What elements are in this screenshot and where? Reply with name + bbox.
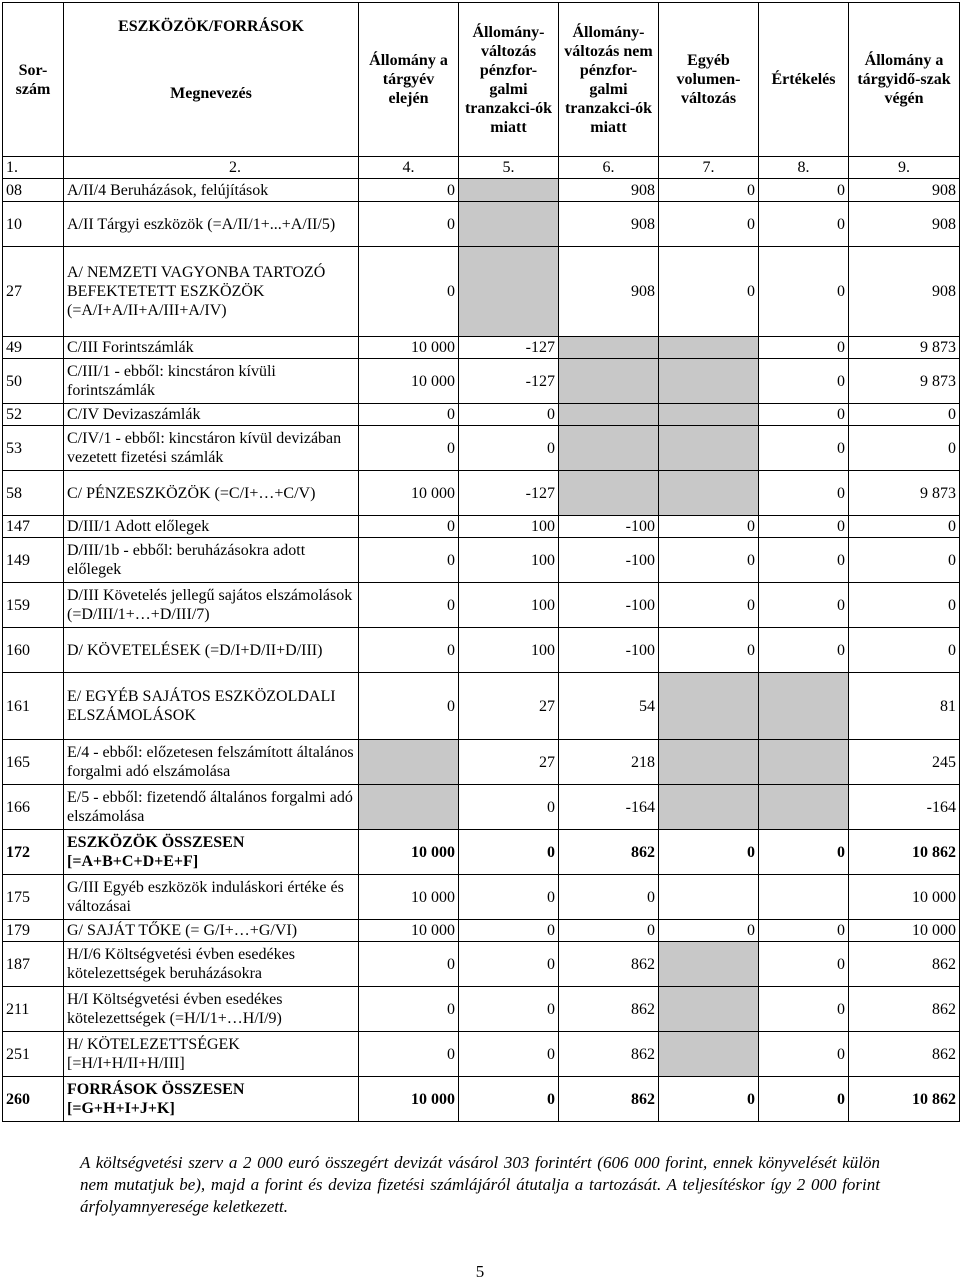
row-description: D/III Követelés jellegű sajátos elszámolások (=D/III/1+…+D/III/7) — [64, 583, 359, 628]
cell-nem-penzforgalmi — [559, 426, 659, 471]
cell-ertekeles: 0 — [759, 920, 849, 942]
header-megnevezes: Megnevezés — [170, 85, 252, 102]
header-col-vegen: Állomány a tárgyidő-szak végén — [849, 3, 960, 157]
row-code: 58 — [3, 471, 64, 516]
row-description: C/IV Devizaszámlák — [64, 404, 359, 426]
cell-penzforgalmi: 0 — [459, 404, 559, 426]
cell-penzforgalmi — [459, 247, 559, 337]
cell-elejen: 0 — [359, 538, 459, 583]
header-col-elejen: Állomány a tárgyév elején — [359, 3, 459, 157]
cell-elejen: 0 — [359, 628, 459, 673]
cell-vegen: 0 — [849, 404, 960, 426]
cell-penzforgalmi: 0 — [459, 920, 559, 942]
colnum-9: 9. — [849, 157, 960, 179]
cell-ertekeles — [759, 740, 849, 785]
cell-egyeb — [659, 471, 759, 516]
table-row — [3, 538, 960, 583]
cell-egyeb — [659, 942, 759, 987]
cell-nem-penzforgalmi: -164 — [559, 785, 659, 830]
header-col-penzforgalmi: Állomány-változás pénzfor-galmi tranzakci-ók miatt — [459, 3, 559, 157]
row-code: 50 — [3, 359, 64, 404]
cell-nem-penzforgalmi: 908 — [559, 247, 659, 337]
cell-egyeb — [659, 359, 759, 404]
cell-nem-penzforgalmi: 862 — [559, 1032, 659, 1077]
cell-penzforgalmi: 0 — [459, 942, 559, 987]
table-row — [3, 247, 960, 337]
row-code: 161 — [3, 673, 64, 740]
cell-penzforgalmi: 27 — [459, 740, 559, 785]
cell-vegen: 0 — [849, 516, 960, 538]
row-code: 147 — [3, 516, 64, 538]
cell-ertekeles: 0 — [759, 516, 849, 538]
row-description: A/II Tárgyi eszközök (=A/II/1+...+A/II/5) — [64, 202, 359, 247]
cell-ertekeles: 0 — [759, 538, 849, 583]
row-code: 211 — [3, 987, 64, 1032]
cell-egyeb — [659, 426, 759, 471]
cell-egyeb: 0 — [659, 538, 759, 583]
row-description: G/ SAJÁT TŐKE (= G/I+…+G/VI) — [64, 920, 359, 942]
cell-egyeb — [659, 987, 759, 1032]
header-sorszam: Sor- szám — [3, 3, 64, 157]
row-description: C/IV/1 - ebből: kincstáron kívül devizában vezetett fizetési számlák — [64, 426, 359, 471]
cell-ertekeles: 0 — [759, 583, 849, 628]
cell-penzforgalmi — [459, 202, 559, 247]
cell-nem-penzforgalmi: 54 — [559, 673, 659, 740]
table-row — [3, 740, 960, 785]
cell-elejen: 0 — [359, 673, 459, 740]
cell-egyeb: 0 — [659, 247, 759, 337]
cell-nem-penzforgalmi: 862 — [559, 1077, 659, 1122]
cell-elejen: 0 — [359, 516, 459, 538]
cell-ertekeles — [759, 785, 849, 830]
cell-ertekeles: 0 — [759, 179, 849, 202]
cell-nem-penzforgalmi: -100 — [559, 516, 659, 538]
table-row — [3, 942, 960, 987]
cell-vegen: 10 862 — [849, 1077, 960, 1122]
cell-elejen — [359, 785, 459, 830]
row-code: 251 — [3, 1032, 64, 1077]
table-row — [3, 583, 960, 628]
cell-vegen: 81 — [849, 673, 960, 740]
cell-ertekeles: 0 — [759, 247, 849, 337]
cell-elejen: 0 — [359, 987, 459, 1032]
cell-vegen: 9 873 — [849, 359, 960, 404]
cell-ertekeles: 0 — [759, 359, 849, 404]
row-code: 52 — [3, 404, 64, 426]
cell-vegen: 10 000 — [849, 920, 960, 942]
row-code: 175 — [3, 875, 64, 920]
cell-elejen: 0 — [359, 1032, 459, 1077]
row-code: 53 — [3, 426, 64, 471]
cell-penzforgalmi: 100 — [459, 538, 559, 583]
row-code: 165 — [3, 740, 64, 785]
cell-vegen: 10 000 — [849, 875, 960, 920]
row-description: C/ PÉNZESZKÖZÖK (=C/I+…+C/V) — [64, 471, 359, 516]
row-description: E/4 - ebből: előzetesen felszámított általános forgalmi adó elszámolása — [64, 740, 359, 785]
row-description: C/III Forintszámlák — [64, 337, 359, 359]
cell-penzforgalmi — [459, 179, 559, 202]
cell-nem-penzforgalmi: -100 — [559, 628, 659, 673]
cell-ertekeles: 0 — [759, 987, 849, 1032]
cell-elejen: 10 000 — [359, 337, 459, 359]
cell-elejen: 0 — [359, 426, 459, 471]
cell-egyeb — [659, 875, 759, 920]
cell-penzforgalmi: 100 — [459, 628, 559, 673]
colnum-4: 4. — [359, 157, 459, 179]
row-description: ESZKÖZÖK ÖSSZESEN [=A+B+C+D+E+F] — [64, 830, 359, 875]
row-description: A/II/4 Beruházások, felújítások — [64, 179, 359, 202]
row-description: H/I/6 Költségvetési évben esedékes kötelezettségek beruházásokra — [64, 942, 359, 987]
cell-nem-penzforgalmi: 862 — [559, 830, 659, 875]
row-code: 260 — [3, 1077, 64, 1122]
table-row — [3, 785, 960, 830]
row-code: 10 — [3, 202, 64, 247]
row-description: D/III/1b - ebből: beruházásokra adott előlegek — [64, 538, 359, 583]
cell-nem-penzforgalmi: 862 — [559, 942, 659, 987]
cell-elejen: 10 000 — [359, 875, 459, 920]
colnum-6: 6. — [559, 157, 659, 179]
cell-ertekeles: 0 — [759, 830, 849, 875]
cell-egyeb — [659, 785, 759, 830]
cell-penzforgalmi: 0 — [459, 1077, 559, 1122]
header-col-egyeb: Egyéb volumen-változás — [659, 3, 759, 157]
row-description: A/ NEMZETI VAGYONBA TARTOZÓ BEFEKTETETT ESZKÖZÖK (=A/I+A/II+A/III+A/IV) — [64, 247, 359, 337]
cell-vegen: 0 — [849, 538, 960, 583]
header-title-cell — [64, 3, 359, 157]
cell-nem-penzforgalmi — [559, 359, 659, 404]
row-description: FORRÁSOK ÖSSZESEN [=G+H+I+J+K] — [64, 1077, 359, 1122]
cell-vegen: 10 862 — [849, 830, 960, 875]
cell-penzforgalmi: 0 — [459, 987, 559, 1032]
table-row — [3, 920, 960, 942]
cell-vegen: 908 — [849, 247, 960, 337]
cell-elejen: 10 000 — [359, 471, 459, 516]
cell-ertekeles: 0 — [759, 202, 849, 247]
cell-vegen: 862 — [849, 1032, 960, 1077]
cell-nem-penzforgalmi — [559, 404, 659, 426]
row-description: E/5 - ebből: fizetendő általános forgalmi adó elszámolása — [64, 785, 359, 830]
table-row — [3, 404, 960, 426]
cell-nem-penzforgalmi: 908 — [559, 202, 659, 247]
cell-egyeb: 0 — [659, 1077, 759, 1122]
cell-penzforgalmi: -127 — [459, 359, 559, 404]
cell-vegen: 0 — [849, 583, 960, 628]
cell-nem-penzforgalmi — [559, 471, 659, 516]
cell-penzforgalmi: 0 — [459, 875, 559, 920]
table-row — [3, 875, 960, 920]
cell-elejen: 10 000 — [359, 920, 459, 942]
cell-elejen — [359, 740, 459, 785]
cell-nem-penzforgalmi: 218 — [559, 740, 659, 785]
cell-egyeb: 0 — [659, 202, 759, 247]
header-col-ertekeles: Értékelés — [759, 3, 849, 157]
row-description: E/ EGYÉB SAJÁTOS ESZKÖZOLDALI ELSZÁMOLÁSOK — [64, 673, 359, 740]
row-description: D/ KÖVETELÉSEK (=D/I+D/II+D/III) — [64, 628, 359, 673]
table-row — [3, 673, 960, 740]
cell-elejen: 10 000 — [359, 359, 459, 404]
cell-penzforgalmi: 27 — [459, 673, 559, 740]
row-code: 27 — [3, 247, 64, 337]
cell-elejen: 10 000 — [359, 1077, 459, 1122]
cell-penzforgalmi: -127 — [459, 337, 559, 359]
row-description: H/I Költségvetési évben esedékes kötelezettségek (=H/I/1+…H/I/9) — [64, 987, 359, 1032]
cell-penzforgalmi: 0 — [459, 785, 559, 830]
cell-ertekeles — [759, 875, 849, 920]
cell-penzforgalmi: 100 — [459, 516, 559, 538]
table-row — [3, 471, 960, 516]
table-row — [3, 1077, 960, 1122]
cell-ertekeles: 0 — [759, 337, 849, 359]
column-number-row — [3, 157, 960, 179]
cell-nem-penzforgalmi — [559, 337, 659, 359]
header-row — [3, 3, 960, 157]
cell-ertekeles: 0 — [759, 942, 849, 987]
row-description: D/III/1 Adott előlegek — [64, 516, 359, 538]
colnum-2: 2. — [64, 157, 359, 179]
cell-ertekeles: 0 — [759, 426, 849, 471]
row-code: 159 — [3, 583, 64, 628]
cell-penzforgalmi: 0 — [459, 426, 559, 471]
colnum-8: 8. — [759, 157, 849, 179]
cell-elejen: 0 — [359, 179, 459, 202]
cell-elejen: 0 — [359, 202, 459, 247]
cell-ertekeles: 0 — [759, 471, 849, 516]
cell-elejen: 0 — [359, 404, 459, 426]
cell-elejen: 0 — [359, 247, 459, 337]
row-code: 08 — [3, 179, 64, 202]
cell-vegen: 908 — [849, 202, 960, 247]
row-code: 49 — [3, 337, 64, 359]
cell-vegen: 0 — [849, 426, 960, 471]
row-description: C/III/1 - ebből: kincstáron kívüli forintszámlák — [64, 359, 359, 404]
cell-nem-penzforgalmi: 0 — [559, 920, 659, 942]
row-code: 160 — [3, 628, 64, 673]
table-row — [3, 337, 960, 359]
cell-vegen: 9 873 — [849, 337, 960, 359]
table-row — [3, 179, 960, 202]
cell-penzforgalmi: 100 — [459, 583, 559, 628]
cell-egyeb — [659, 404, 759, 426]
cell-nem-penzforgalmi: -100 — [559, 538, 659, 583]
table-row — [3, 426, 960, 471]
cell-vegen: 908 — [849, 179, 960, 202]
table-row — [3, 628, 960, 673]
cell-vegen: 245 — [849, 740, 960, 785]
cell-egyeb: 0 — [659, 830, 759, 875]
cell-vegen: -164 — [849, 785, 960, 830]
cell-egyeb: 0 — [659, 179, 759, 202]
cell-elejen: 10 000 — [359, 830, 459, 875]
cell-ertekeles: 0 — [759, 1032, 849, 1077]
cell-nem-penzforgalmi: 908 — [559, 179, 659, 202]
row-code: 187 — [3, 942, 64, 987]
table-row — [3, 1032, 960, 1077]
page-number: 5 — [475, 1262, 485, 1281]
cell-egyeb: 0 — [659, 583, 759, 628]
row-code: 179 — [3, 920, 64, 942]
cell-egyeb — [659, 673, 759, 740]
table-row — [3, 359, 960, 404]
balance-table — [2, 2, 960, 1122]
cell-nem-penzforgalmi: 0 — [559, 875, 659, 920]
row-code: 166 — [3, 785, 64, 830]
cell-ertekeles: 0 — [759, 404, 849, 426]
header-title: ESZKÖZÖK/FORRÁSOK — [118, 18, 304, 35]
colnum-7: 7. — [659, 157, 759, 179]
table-row — [3, 830, 960, 875]
cell-egyeb — [659, 337, 759, 359]
cell-egyeb — [659, 740, 759, 785]
cell-penzforgalmi: 0 — [459, 830, 559, 875]
cell-penzforgalmi: 0 — [459, 1032, 559, 1077]
cell-elejen: 0 — [359, 942, 459, 987]
cell-ertekeles: 0 — [759, 628, 849, 673]
cell-egyeb: 0 — [659, 920, 759, 942]
cell-elejen: 0 — [359, 583, 459, 628]
row-code: 149 — [3, 538, 64, 583]
cell-nem-penzforgalmi: 862 — [559, 987, 659, 1032]
cell-ertekeles — [759, 673, 849, 740]
row-description: H/ KÖTELEZETTSÉGEK [=H/I+H/II+H/III] — [64, 1032, 359, 1077]
colnum-5: 5. — [459, 157, 559, 179]
table-row — [3, 202, 960, 247]
cell-egyeb: 0 — [659, 516, 759, 538]
cell-vegen: 862 — [849, 987, 960, 1032]
cell-ertekeles: 0 — [759, 1077, 849, 1122]
row-description: G/III Egyéb eszközök induláskori értéke és változásai — [64, 875, 359, 920]
cell-egyeb — [659, 1032, 759, 1077]
cell-vegen: 862 — [849, 942, 960, 987]
cell-egyeb: 0 — [659, 628, 759, 673]
cell-vegen: 9 873 — [849, 471, 960, 516]
cell-nem-penzforgalmi: -100 — [559, 583, 659, 628]
cell-vegen: 0 — [849, 628, 960, 673]
footnote: A költségvetési szerv a 2 000 euró összegért devizát vásárol 303 forintért (606 000 forint, ennek könyvelését külön nem mutatjuk be), majd a forint és deviza fizetési számlájáról átutalja a tartozását. A teljesítéskor így 2 000 forint árfolyamnyeresége keletkezett. — [80, 1153, 880, 1216]
header-col-nem-penzforgalmi: Állomány-változás nem pénzfor-galmi tranzakci-ók miatt — [559, 3, 659, 157]
row-code: 172 — [3, 830, 64, 875]
table-row — [3, 516, 960, 538]
table-row — [3, 987, 960, 1032]
cell-penzforgalmi: -127 — [459, 471, 559, 516]
colnum-1: 1. — [3, 157, 64, 179]
